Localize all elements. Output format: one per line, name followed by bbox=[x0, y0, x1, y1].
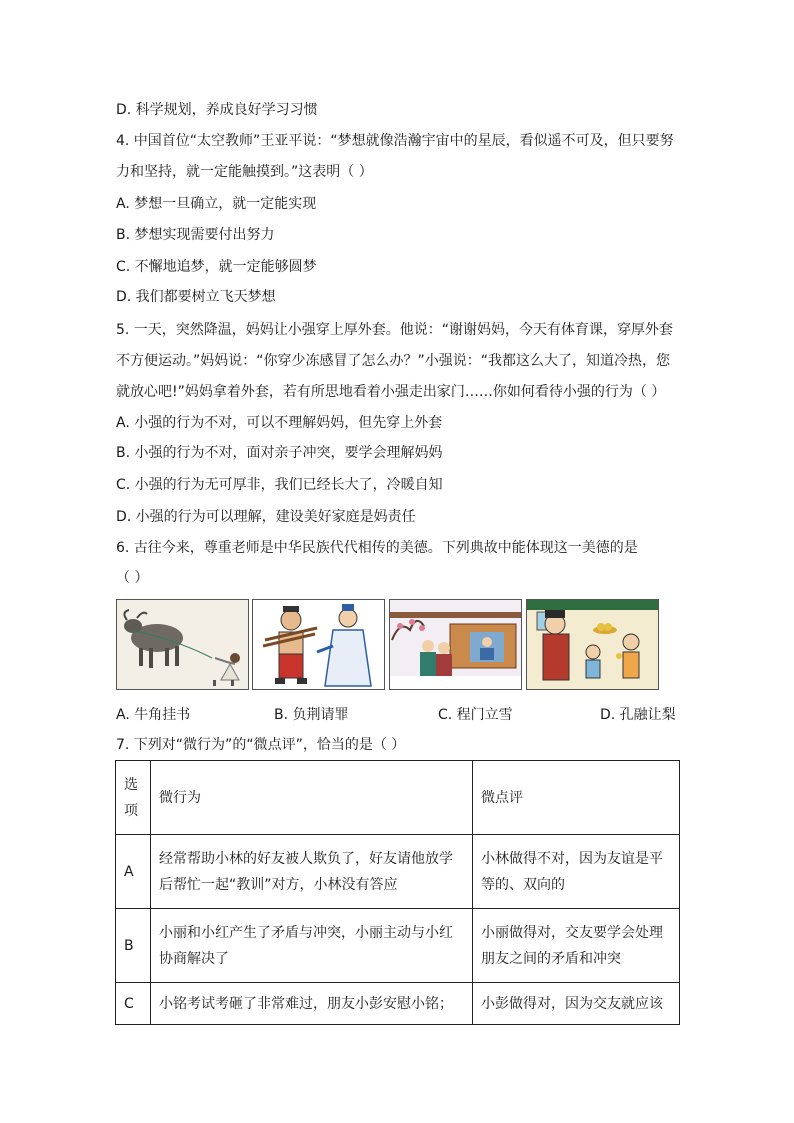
q6-caption-c: C. 程门立雪 bbox=[438, 707, 513, 723]
comment-line: 小丽做得对，交友要学会处理 bbox=[481, 924, 663, 941]
q5-option-a: A. 小强的行为不对，可以不理解妈妈，但先穿上外套 bbox=[116, 415, 443, 431]
q6-captions bbox=[116, 704, 678, 726]
q5-stem-line1: 5. 一天，突然降温，妈妈让小强穿上厚外套。他说：“谢谢妈妈，今天有体育课，穿厚外套 bbox=[116, 322, 674, 338]
q4-option-c: C. 不懈地追梦，就一定能够圆梦 bbox=[116, 259, 317, 275]
row-option: B bbox=[116, 909, 151, 983]
illustration-ox-horn-book bbox=[116, 599, 249, 690]
q6-caption-b: B. 负荆请罪 bbox=[274, 707, 349, 723]
q4-option-d: D. 我们都要树立飞天梦想 bbox=[116, 289, 276, 305]
q4-stem-line1: 4. 中国首位“太空教师”王亚平说：“梦想就像浩瀚宇宙中的星辰，看似遥不可及，但只要努 bbox=[116, 133, 674, 149]
table-row bbox=[116, 983, 680, 1025]
q7-stem: 7. 下列对“微行为”的“微点评”，恰当的是（ ） bbox=[116, 737, 406, 753]
comment-line: 小林做得不对，因为友谊是平 bbox=[481, 850, 663, 867]
behavior-line: 后帮忙一起“教训”对方，小林没有答应 bbox=[159, 876, 398, 893]
behavior-line: 协商解决了 bbox=[159, 950, 229, 967]
row-option: A bbox=[116, 835, 151, 909]
comment-line: 等的、双向的 bbox=[481, 876, 565, 893]
q4-option-a: A. 梦想一旦确立，就一定能实现 bbox=[116, 196, 317, 212]
q4-option-b: B. 梦想实现需要付出努力 bbox=[116, 227, 275, 243]
q5-stem-line2: 不方便运动。”妈妈说：“你穿少冻感冒了怎么办？”小强说：“我都这么大了，知道冷热，您 bbox=[116, 353, 671, 369]
row-behavior: 小铭考试考砸了非常难过，朋友小彭安慰小铭； bbox=[151, 983, 473, 1025]
illustration-snow-at-door bbox=[389, 599, 522, 690]
q5-stem-line3: 就放心吧!”妈妈拿着外套，若有所思地看着小强走出家门……你如何看待小强的行为（ ） bbox=[116, 384, 666, 400]
row-option: C bbox=[116, 983, 151, 1025]
header-option-line2: 项 bbox=[124, 802, 138, 819]
illustration-pear-sharing bbox=[526, 599, 659, 690]
row-comment bbox=[473, 909, 680, 983]
q5-option-b: B. 小强的行为不对，面对亲子冲突，要学会理解妈妈 bbox=[116, 445, 443, 461]
q5-option-c: C. 小强的行为无可厚非，我们已经长大了，冷暖自知 bbox=[116, 477, 443, 493]
header-option bbox=[116, 761, 151, 835]
behavior-line: 小丽和小红产生了矛盾与冲突，小丽主动与小红 bbox=[159, 924, 453, 941]
q5-option-d: D. 小强的行为可以理解，建设美好家庭是妈责任 bbox=[116, 509, 416, 525]
row-behavior bbox=[151, 835, 473, 909]
behavior-line: 经常帮助小林的好友被人欺负了，好友请他放学 bbox=[159, 850, 453, 867]
table-row bbox=[116, 909, 680, 983]
table-header-row bbox=[116, 761, 680, 835]
q6-stem-line2: （ ） bbox=[116, 570, 149, 586]
q3-option-d: D. 科学规划，养成良好学习习惯 bbox=[116, 102, 318, 118]
row-behavior bbox=[151, 909, 473, 983]
q7-table bbox=[115, 760, 680, 1025]
row-comment: 小彭做得对，因为交友就应该 bbox=[473, 983, 680, 1025]
q4-stem-line2: 力和坚持，就一定能触摸到。”这表明（ ） bbox=[116, 164, 373, 180]
row-comment bbox=[473, 835, 680, 909]
q6-caption-a: A. 牛角挂书 bbox=[116, 707, 191, 723]
table-row bbox=[116, 835, 680, 909]
header-option-line1: 选 bbox=[124, 776, 138, 793]
header-behavior: 微行为 bbox=[151, 761, 473, 835]
header-comment: 微点评 bbox=[473, 761, 680, 835]
q6-stem-line1: 6. 古往今来，尊重老师是中华民族代代相传的美德。下列典故中能体现这一美德的是 bbox=[116, 540, 638, 556]
q6-caption-d: D. 孔融让梨 bbox=[600, 707, 676, 723]
comment-line: 朋友之间的矛盾和冲突 bbox=[481, 950, 621, 967]
illustration-thorns-apology bbox=[252, 599, 385, 690]
